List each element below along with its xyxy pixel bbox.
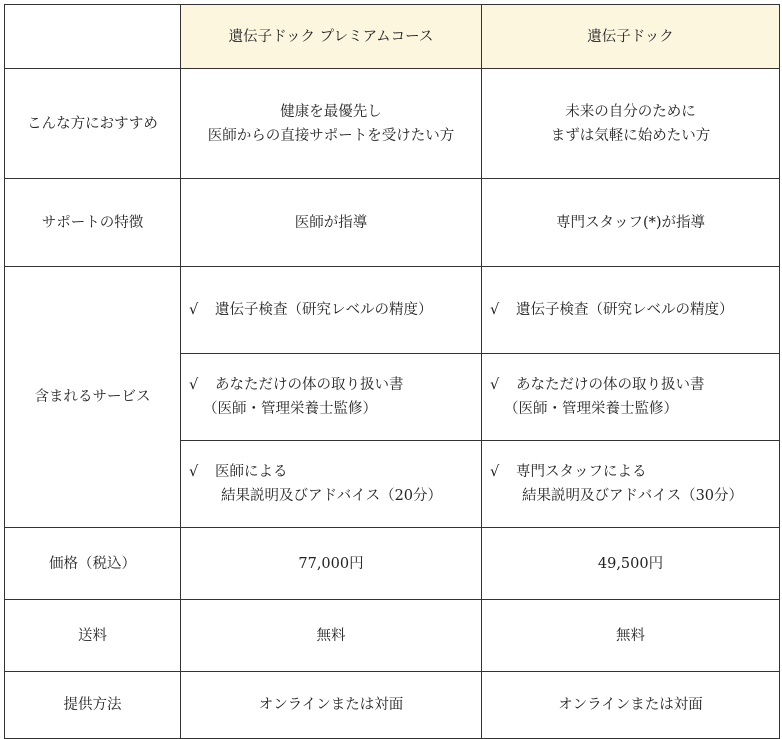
row-label-recommend: こんな方におすすめ (5, 69, 181, 179)
service-standard-3 (482, 441, 780, 528)
service-premium-2 (181, 354, 482, 441)
recommend-premium-cell (181, 69, 482, 179)
row-method (5, 672, 780, 739)
check-mark-icon: √ (490, 377, 500, 393)
row-label-price: 価格（税込） (5, 528, 181, 600)
service-premium-2-line-1: あなただけの体の取り扱い書 (215, 377, 404, 393)
header-standard-course: 遺伝子ドック (482, 5, 780, 69)
row-price (5, 528, 780, 600)
service-premium-1 (181, 267, 482, 354)
row-services-1 (5, 267, 780, 354)
shipping-premium: 無料 (181, 600, 482, 672)
recommend-standard-line-1: 未来の自分のために (565, 103, 696, 120)
header-empty-cell (5, 5, 181, 69)
check-mark-icon: √ (189, 302, 199, 318)
service-standard-1 (482, 267, 780, 354)
service-premium-3 (181, 441, 482, 528)
row-recommend (5, 69, 780, 179)
service-standard-2-line-2: （医師・管理栄養士監修） (504, 401, 678, 417)
service-premium-2-line-2: （医師・管理栄養士監修） (203, 401, 377, 417)
service-premium-1-line-1: 遺伝子検査（研究レベルの精度） (215, 302, 433, 318)
service-standard-3-line-1: 専門スタッフによる (516, 464, 647, 480)
recommend-standard-line-2: まずは気軽に始めたい方 (550, 127, 711, 144)
check-mark-icon: √ (490, 464, 500, 480)
check-mark-icon: √ (189, 464, 199, 480)
row-label-services: 含まれるサービス (5, 267, 181, 528)
row-shipping (5, 600, 780, 672)
row-support (5, 179, 780, 267)
service-standard-1-line-1: 遺伝子検査（研究レベルの精度） (516, 302, 734, 318)
plan-comparison-table (4, 4, 780, 739)
check-mark-icon: √ (490, 302, 500, 318)
header-row (5, 5, 780, 69)
shipping-standard: 無料 (482, 600, 780, 672)
header-premium-course: 遺伝子ドック プレミアムコース (181, 5, 482, 69)
row-label-shipping: 送料 (5, 600, 181, 672)
method-standard: オンラインまたは対面 (482, 672, 780, 739)
recommend-premium-line-1: 健康を最優先し (280, 103, 382, 120)
service-standard-2-line-1: あなただけの体の取り扱い書 (516, 377, 705, 393)
service-premium-3-line-1: 医師による (215, 464, 288, 480)
method-premium: オンラインまたは対面 (181, 672, 482, 739)
support-standard-cell: 専門スタッフ(*)が指導 (482, 179, 780, 267)
service-standard-3-line-2: 結果説明及びアドバイス（30分） (522, 488, 744, 504)
price-premium: 77,000円 (181, 528, 482, 600)
service-standard-2 (482, 354, 780, 441)
support-premium-cell: 医師が指導 (181, 179, 482, 267)
service-premium-3-line-2: 結果説明及びアドバイス（20分） (221, 488, 443, 504)
row-label-method: 提供方法 (5, 672, 181, 739)
price-standard: 49,500円 (482, 528, 780, 600)
row-label-support: サポートの特徴 (5, 179, 181, 267)
recommend-standard-cell (482, 69, 780, 179)
check-mark-icon: √ (189, 377, 199, 393)
recommend-premium-line-2: 医師からの直接サポートを受けたい方 (207, 127, 455, 144)
